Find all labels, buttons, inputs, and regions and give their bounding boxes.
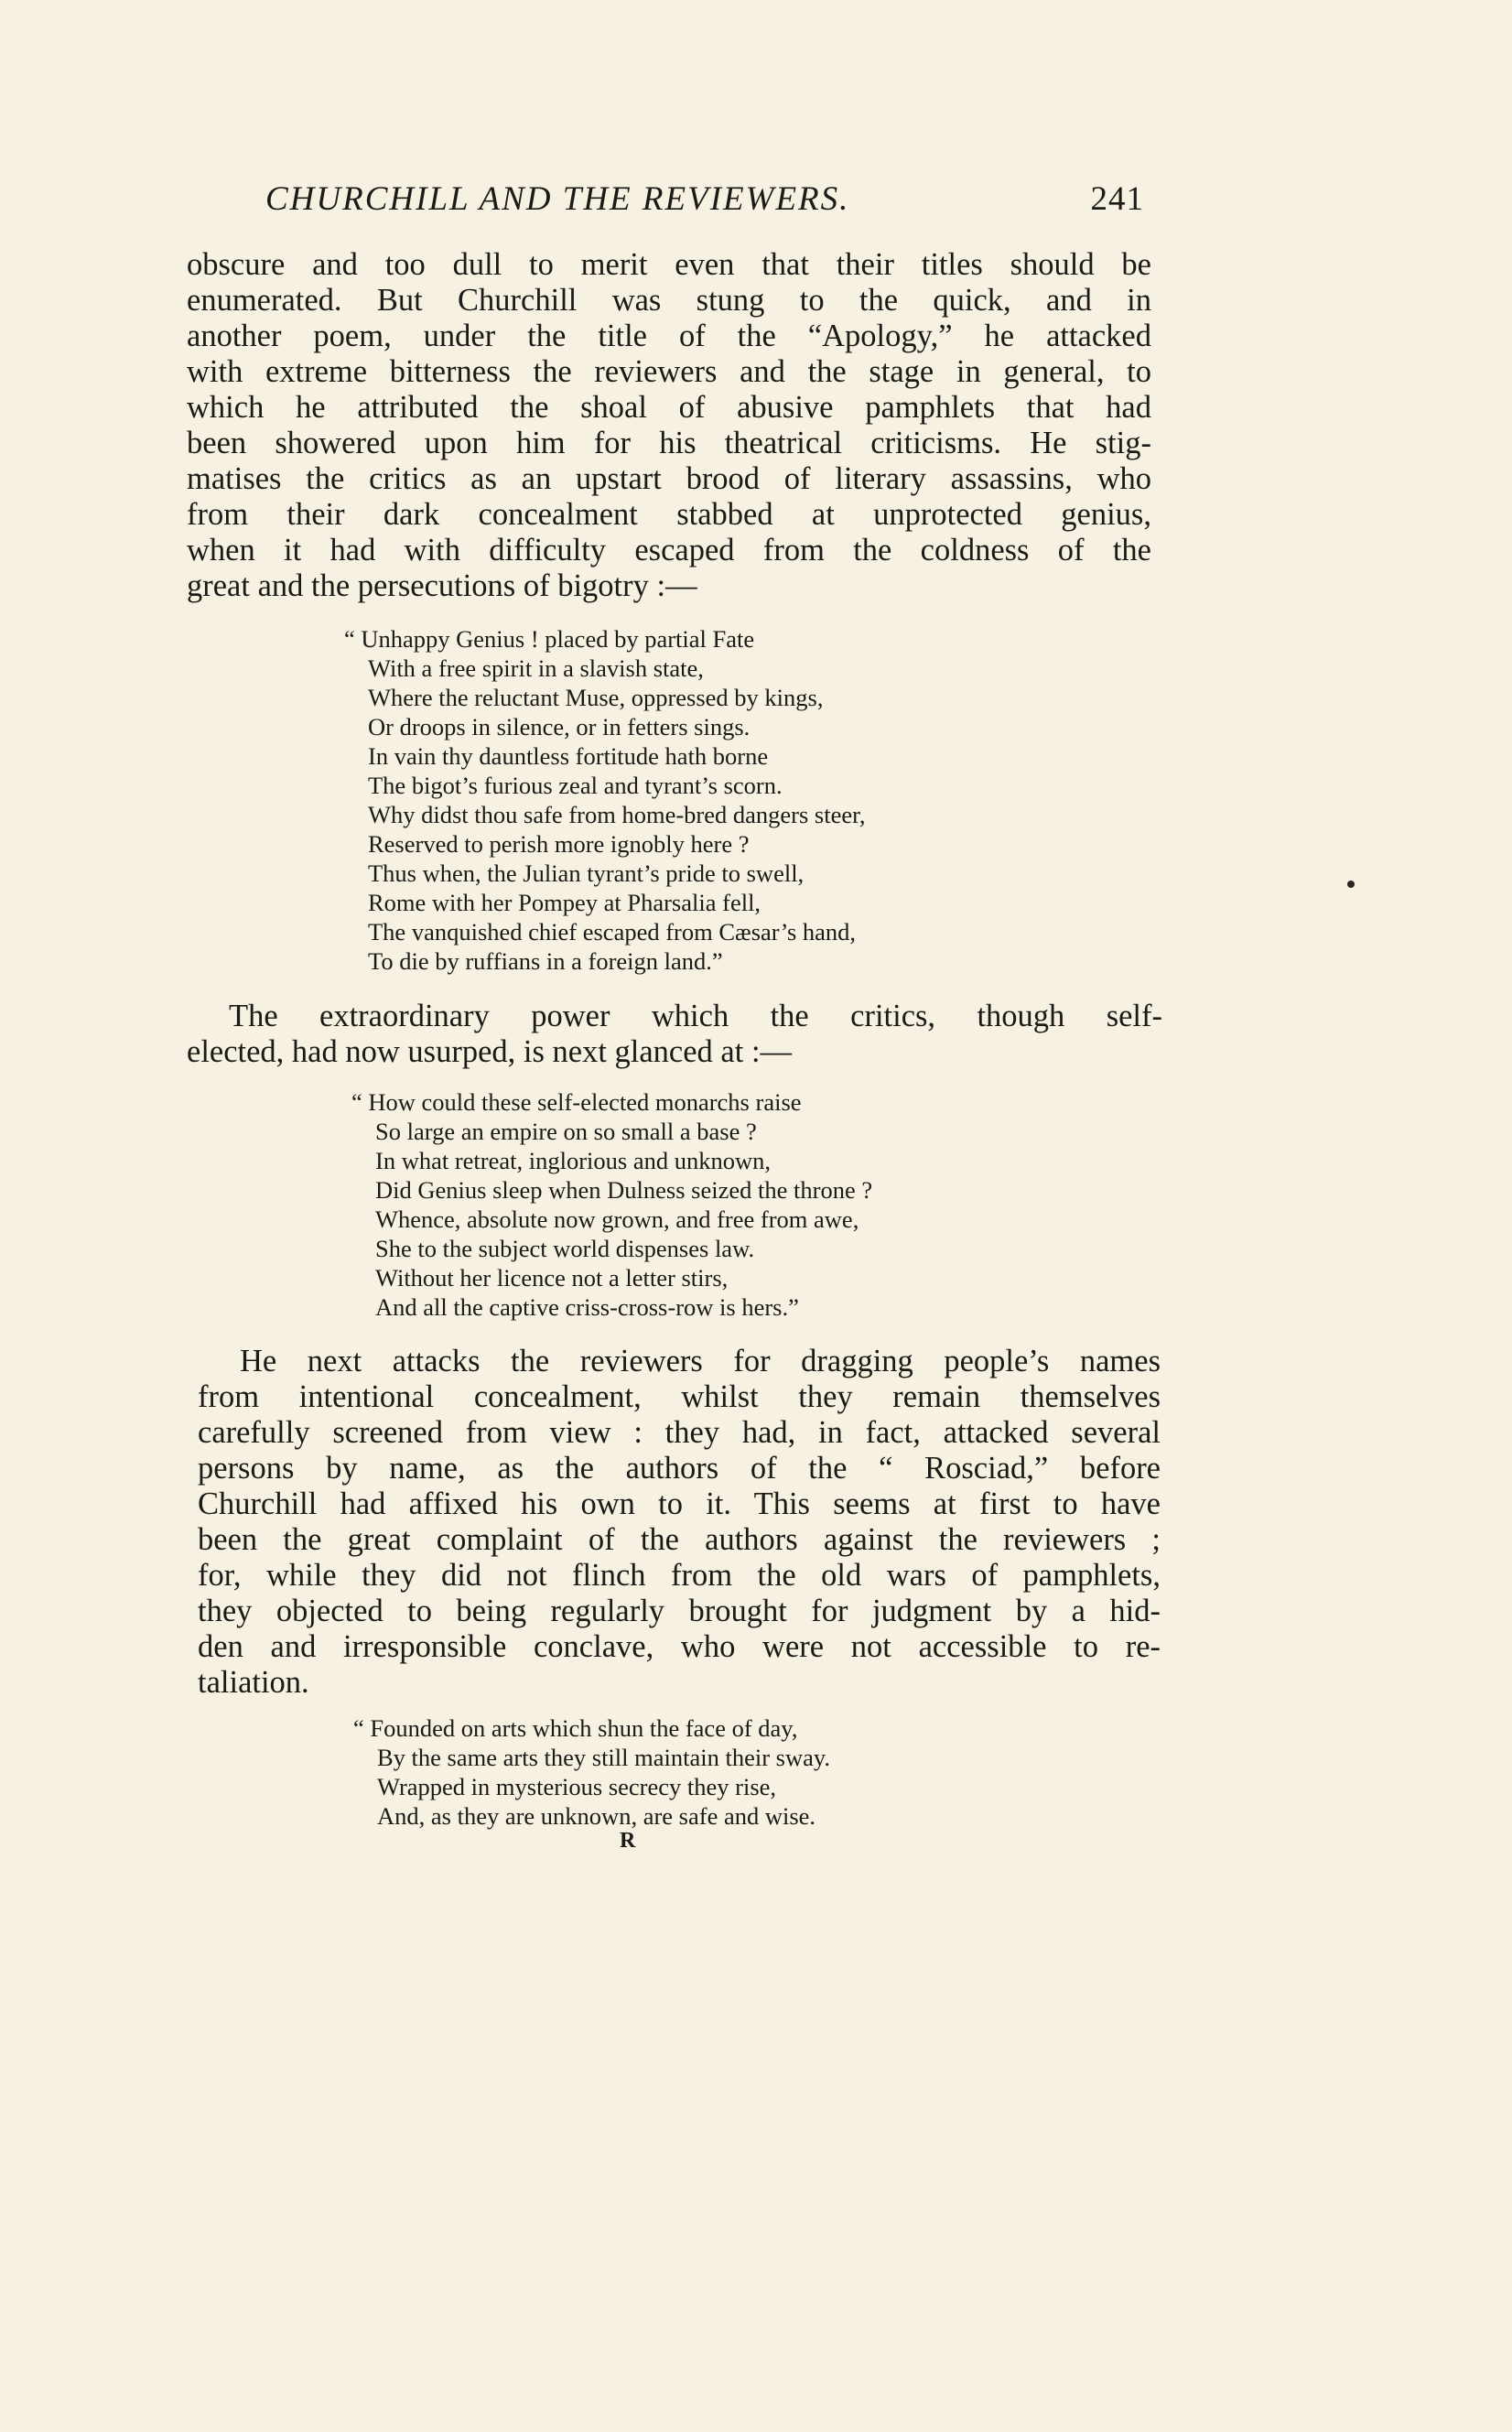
text-line: enumerated. But Churchill was stung to the quick, and in [187,283,1151,318]
text-line: from their dark concealment stabbed at unprotected genius, [187,497,1151,532]
text-line: they objected to being regularly brought for judgment by a hid- [198,1594,1161,1628]
verse-line: And, as they are unknown, are safe and wise. [377,1802,816,1830]
verse-quotation-2 [351,1087,873,1322]
paragraph-1 [187,247,1151,604]
verse-line: In vain thy dauntless fortitude hath borne [368,742,769,770]
verse-line: Whence, absolute now grown, and free from awe, [375,1205,859,1233]
verse-line: The vanquished chief escaped from Cæsar’s hand, [368,918,857,946]
verse-line: By the same arts they still maintain their sway. [377,1744,831,1771]
text-line: den and irresponsible conclave, who were not accessible to re- [198,1629,1161,1664]
text-line: elected, had now usurped, is next glanced at :— [187,1034,793,1069]
verse-quotation-3 [353,1713,831,1831]
signature-mark: R [620,1829,636,1853]
verse-line: The bigot’s furious zeal and tyrant’s scorn. [368,772,783,799]
verse-quotation-1 [344,624,866,976]
running-head-title: CHURCHILL AND THE REVIEWERS. [265,180,850,218]
verse-line: “ How could these self-elected monarchs raise [351,1088,802,1116]
verse-line: Or droops in silence, or in fetters sings. [368,713,751,740]
text-line: obscure and too dull to merit even that their titles should be [187,247,1151,282]
ink-speck [1347,881,1355,888]
verse-line: Reserved to perish more ignobly here ? [368,830,750,858]
text-line: been the great complaint of the authors against the reviewers ; [198,1522,1161,1557]
text-line: which he attributed the shoal of abusive pamphlets that had [187,390,1151,425]
text-line: been showered upon him for his theatrical criticisms. He stig- [187,426,1151,460]
text-line: matises the critics as an upstart brood of literary assassins, who [187,461,1151,496]
text-line: He next attacks the reviewers for dragging people’s names [240,1344,1161,1378]
verse-line: Where the reluctant Muse, oppressed by kings, [368,684,824,711]
verse-line: In what retreat, inglorious and unknown, [375,1147,771,1174]
verse-line: To die by ruffians in a foreign land.” [368,947,723,975]
paragraph-3 [198,1344,1161,1701]
text-line: carefully screened from view : they had, in fact, attacked several [198,1415,1161,1450]
verse-line: She to the subject world dispenses law. [375,1235,755,1262]
verse-line: Why didst thou safe from home-bred dangers steer, [368,801,866,828]
verse-line: Rome with her Pompey at Pharsalia fell, [368,889,761,916]
verse-line: “ Founded on arts which shun the face of day, [353,1714,798,1742]
text-line: another poem, under the title of the “Apology,” he attacked [187,319,1151,353]
text-line: great and the persecutions of bigotry :— [187,568,697,603]
text-line: when it had with difficulty escaped from the coldness of the [187,533,1151,567]
verse-line: So large an empire on so small a base ? [375,1118,757,1145]
text-line: The extraordinary power which the critics, though self- [229,999,1162,1033]
verse-line: Thus when, the Julian tyrant’s pride to swell, [368,859,805,887]
verse-line: Did Genius sleep when Dulness seized the throne ? [375,1176,873,1204]
verse-line: And all the captive criss-cross-row is hers.” [375,1293,799,1321]
verse-line: Without her licence not a letter stirs, [375,1264,729,1292]
text-line: for, while they did not flinch from the old wars of pamphlets, [198,1558,1161,1593]
text-line: Churchill had affixed his own to it. This seems at first to have [198,1486,1161,1521]
verse-line: Wrapped in mysterious secrecy they rise, [377,1773,777,1800]
text-line: from intentional concealment, whilst they remain themselves [198,1379,1161,1414]
page-number: 241 [1090,180,1144,218]
verse-line: With a free spirit in a slavish state, [368,654,704,682]
paragraph-2 [187,999,1162,1070]
verse-line: “ Unhappy Genius ! placed by partial Fate [344,625,755,653]
text-line: with extreme bitterness the reviewers and the stage in general, to [187,354,1151,389]
text-line: taliation. [198,1665,309,1700]
text-line: persons by name, as the authors of the “ Rosciad,” before [198,1451,1161,1486]
